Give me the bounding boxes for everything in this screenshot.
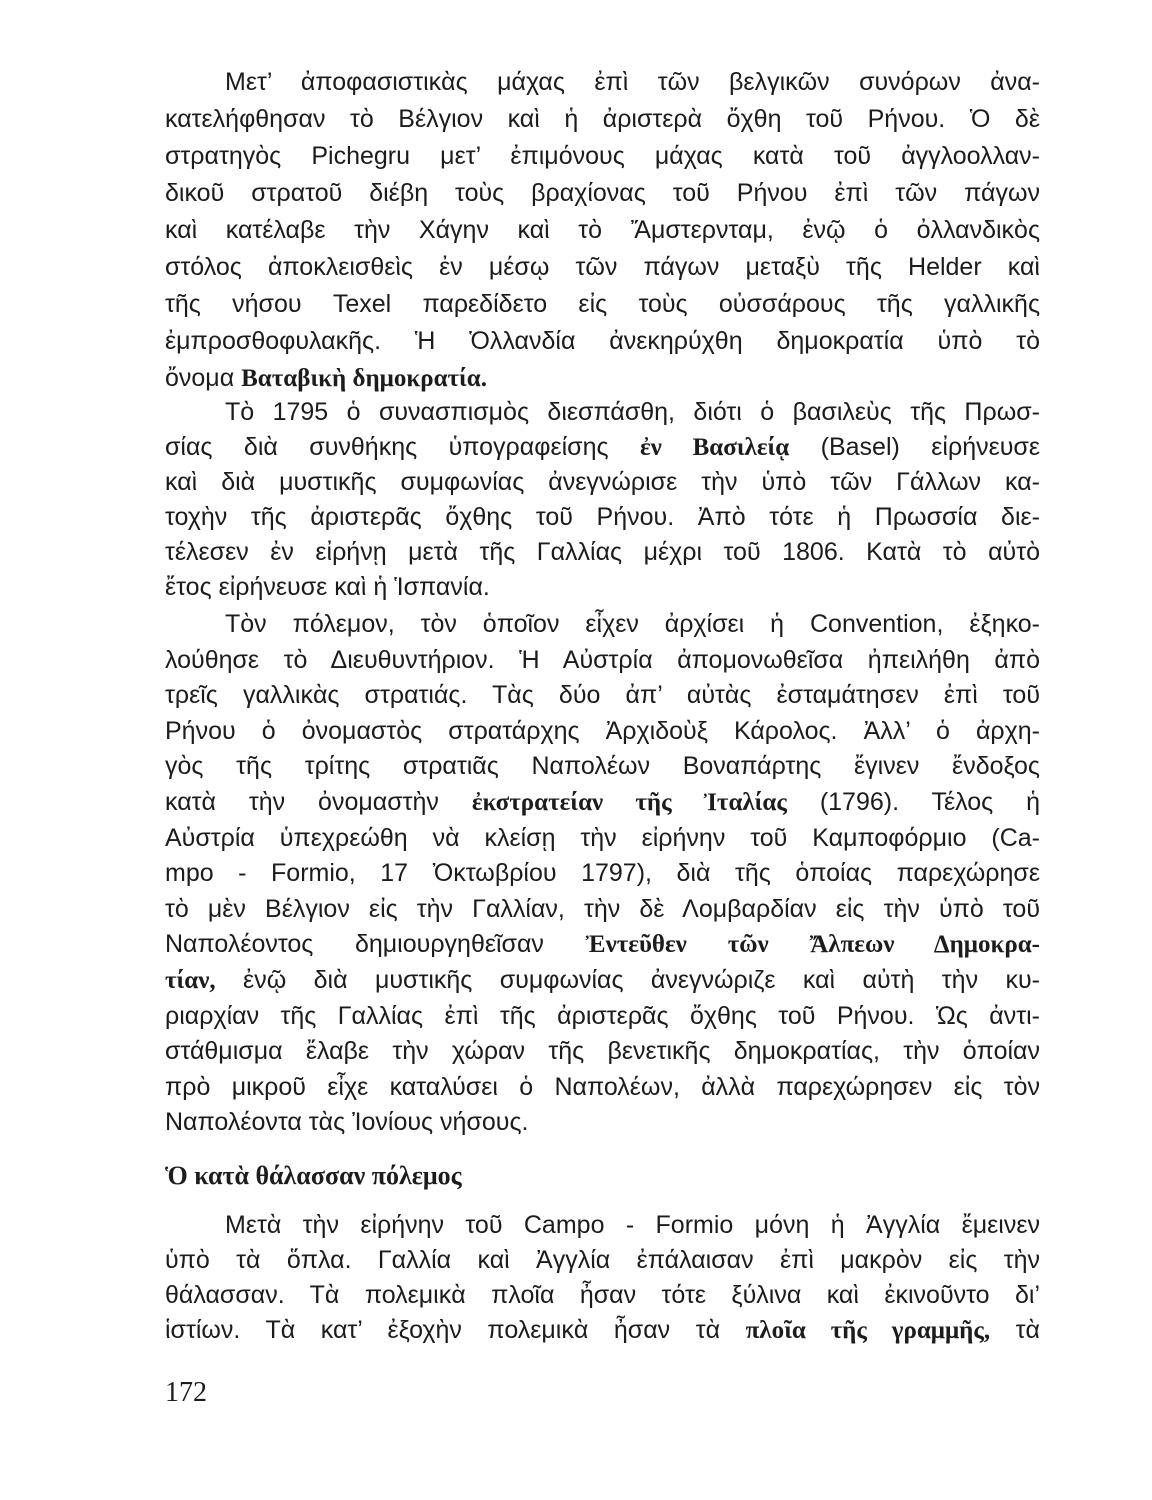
text-run: ριαρχίαν τῆς Γαλλίας ἐπὶ τῆς ἀριστερᾶς ὄχθης τοῦ Ρήνου. Ὡς ἀντι- [165, 1001, 1040, 1030]
text-run: γὸς τῆς τρίτης στρατιᾶς Ναπολέων Βοναπάρτης ἔγινεν ἔνδοξος [165, 752, 1040, 781]
text-run: ἐμπροσθοφυλακῆς. Ἡ Ὁλλανδία ἀνεκηρύχθη δημοκρατία ὑπὸ τὸ [165, 327, 1040, 355]
text-line [165, 1208, 1040, 1243]
text-run: ὑπὸ τὰ ὅπλα. Γαλλία καὶ Ἀγγλία ἐπάλαισαν ἐπὶ μακρὸν εἰς τὴν [165, 1246, 1040, 1274]
text-line [165, 821, 1040, 857]
text-line [165, 430, 1040, 465]
text-run: καὶ κατέλαβε τὴν Χάγην καὶ τὸ Ἄμστερνταμ, ἐνῷ ὁ ὀλλανδικὸς [165, 216, 1040, 244]
text-run: ὄνομα [165, 364, 242, 392]
text-line [165, 678, 1040, 714]
text-run: (1796). Τέλος ἡ [786, 787, 1041, 816]
text-run: Τὸ 1795 ὁ συνασπισμὸς διεσπάσθη, διότι ὁ βασιλεὺς τῆς Πρωσ- [225, 398, 1040, 426]
text-line [165, 101, 1040, 138]
text-run: λούθησε τὸ Διευθυντήριον. Ἡ Αὐστρία ἀπομονωθεῖσα ἠπειλήθη ἀπὸ [165, 645, 1040, 674]
text-line [165, 570, 1040, 605]
text-line [165, 249, 1040, 286]
bold-term: τίαν, [165, 966, 216, 994]
text-line [165, 1278, 1040, 1313]
text-run: Αὐστρία ὑπεχρεώθη νὰ κλείσῃ τὴν εἰρήνην τοῦ Καμποφόρμιο (Ca- [165, 823, 1040, 852]
text-line [165, 395, 1040, 430]
text-run: Μετὰ τὴν εἰρήνην τοῦ Campo - Formio μόνη ἡ Ἀγγλία ἔμεινεν [225, 1211, 1040, 1239]
bold-term: Βαταβικὴ δημοκρατία. [241, 365, 488, 392]
text-run: καὶ διὰ μυστικῆς συμφωνίας ἀνεγνώρισε τὴν ὑπὸ τῶν Γάλλων κα- [165, 468, 1040, 496]
text-line [165, 323, 1040, 360]
text-line [165, 714, 1040, 750]
text-line [165, 892, 1040, 928]
text-run: τὸ μὲν Βέλγιον εἰς τὴν Γαλλίαν, τὴν δὲ Λομβαρδίαν εἰς τὴν ὑπὸ τοῦ [165, 894, 1040, 923]
text-line [165, 999, 1040, 1035]
text-line [165, 749, 1040, 785]
text-line [165, 175, 1040, 212]
text-run: κατελήφθησαν τὸ Βέλγιον καὶ ἡ ἀριστερὰ ὄχθη τοῦ Ρήνου. Ὁ δὲ [165, 105, 1040, 133]
text-line [165, 856, 1040, 892]
text-line [165, 785, 1040, 821]
bold-term: ἐκστρατείαν τῆς Ἰταλίας [471, 788, 787, 816]
text-line [165, 64, 1040, 101]
text-run: πρὸ μικροῦ εἶχε καταλύσει ὁ Ναπολέων, ἀλλὰ παρεχώρησεν εἰς τὸν [165, 1072, 1040, 1101]
text-run: τρεῖς γαλλικὰς στρατιάς. Τὰς δύο ἀπ’ αὐτὰς ἐσταμάτησεν ἐπὶ τοῦ [165, 681, 1040, 710]
bold-term: Ἐντεῦθεν τῶν Ἄλπεων Δημοκρα- [585, 931, 1040, 959]
text-run: τὰ [990, 1316, 1041, 1344]
text-run: ἔτος εἰρήνευσε καὶ ἡ Ἱσπανία. [165, 573, 490, 601]
text-run: (Basel) εἰρήνευσε [789, 433, 1040, 461]
text-run: Τὸν πόλεμον, τὸν ὁποῖον εἶχεν ἀρχίσει ἡ Convention, ἐξηκο- [225, 610, 1040, 638]
paragraph-basel-peace [165, 395, 1040, 605]
text-run: σίας διὰ συνθήκης ὑπογραφείσης [165, 433, 640, 461]
text-line [165, 927, 1040, 963]
text-line [165, 643, 1040, 679]
bold-term: πλοῖα τῆς γραμμῆς, [745, 1317, 991, 1344]
text-line [165, 360, 1040, 397]
text-run: στρατηγὸς Pichegru μετ’ ἐπιμόνους μάχας κατὰ τοῦ ἀγγλοολλαν- [165, 142, 1040, 170]
text-run: τέλεσεν ἐν εἰρήνῃ μετὰ τῆς Γαλλίας μέχρι τοῦ 1806. Κατὰ τὸ αὐτὸ [165, 538, 1040, 566]
text-line [165, 1243, 1040, 1278]
text-run: κατὰ τὴν ὀνομαστὴν [165, 787, 472, 816]
text-line [165, 1105, 1040, 1141]
text-run: ἐνῷ διὰ μυστικῆς συμφωνίας ἀνεγνώριζε καὶ αὐτὴ τὴν κυ- [215, 965, 1040, 994]
text-run: τοχὴν τῆς ἀριστερᾶς ὄχθης τοῦ Ρήνου. Ἀπὸ τότε ἡ Πρωσσία διε- [165, 503, 1040, 531]
bold-term: ἐν Βασιλείᾳ [639, 434, 790, 461]
section-heading: Ὁ κατὰ θάλασσαν πόλεμος [165, 1161, 462, 1190]
text-line [165, 963, 1040, 999]
text-line [165, 465, 1040, 500]
text-line [165, 1313, 1040, 1348]
text-run: Μετ’ ἀποφασιστικὰς μάχας ἐπὶ τῶν βελγικῶν συνόρων ἀνα- [225, 68, 1040, 96]
text-line [165, 138, 1040, 175]
text-line [165, 1070, 1040, 1106]
text-run: στόλος ἀποκλεισθεὶς ἐν μέσῳ τῶν πάγων μεταξὺ τῆς Helder καὶ [165, 253, 1040, 281]
paragraph-italian-campaign [165, 607, 1040, 1141]
text-run: Ρήνου ὁ ὀνομαστὸς στρατάρχης Ἀρχιδοὺξ Κάρολος. Ἀλλ’ ὁ ἀρχη- [165, 716, 1040, 745]
paragraph-naval-war [165, 1208, 1040, 1348]
text-run: Ναπολέοντα τὰς Ἰονίους νήσους. [165, 1108, 529, 1137]
text-line [165, 500, 1040, 535]
text-run: mpo - Formio, 17 Ὀκτωβρίου 1797), διὰ τῆς ὁποίας παρεχώρησε [165, 859, 1040, 888]
text-run: Ναπολέοντος δημιουργηθεῖσαν [165, 930, 586, 959]
text-run: ἱστίων. Τὰ κατ’ ἐξοχὴν πολεμικὰ ἦσαν τὰ [165, 1316, 746, 1344]
text-run: θάλασσαν. Τὰ πολεμικὰ πλοῖα ἦσαν τότε ξύλινα καὶ ἐκινοῦντο δι’ [165, 1281, 1040, 1309]
text-run: δικοῦ στρατοῦ διέβη τοὺς βραχίονας τοῦ Ρήνου ἐπὶ τῶν πάγων [165, 179, 1040, 207]
text-line [165, 1034, 1040, 1070]
text-line [165, 535, 1040, 570]
page-number: 172 [165, 1377, 207, 1408]
text-run: στάθμισμα ἔλαβε τὴν χώραν τῆς βενετικῆς δημοκρατίας, τὴν ὁποίαν [165, 1037, 1040, 1066]
text-line [165, 212, 1040, 249]
text-run: τῆς νήσου Texel παρεδίδετο εἰς τοὺς οὐσσάρους τῆς γαλλικῆς [165, 290, 1040, 318]
text-line [165, 286, 1040, 323]
paragraph-belgium-holland [165, 64, 1040, 397]
text-line [165, 607, 1040, 643]
